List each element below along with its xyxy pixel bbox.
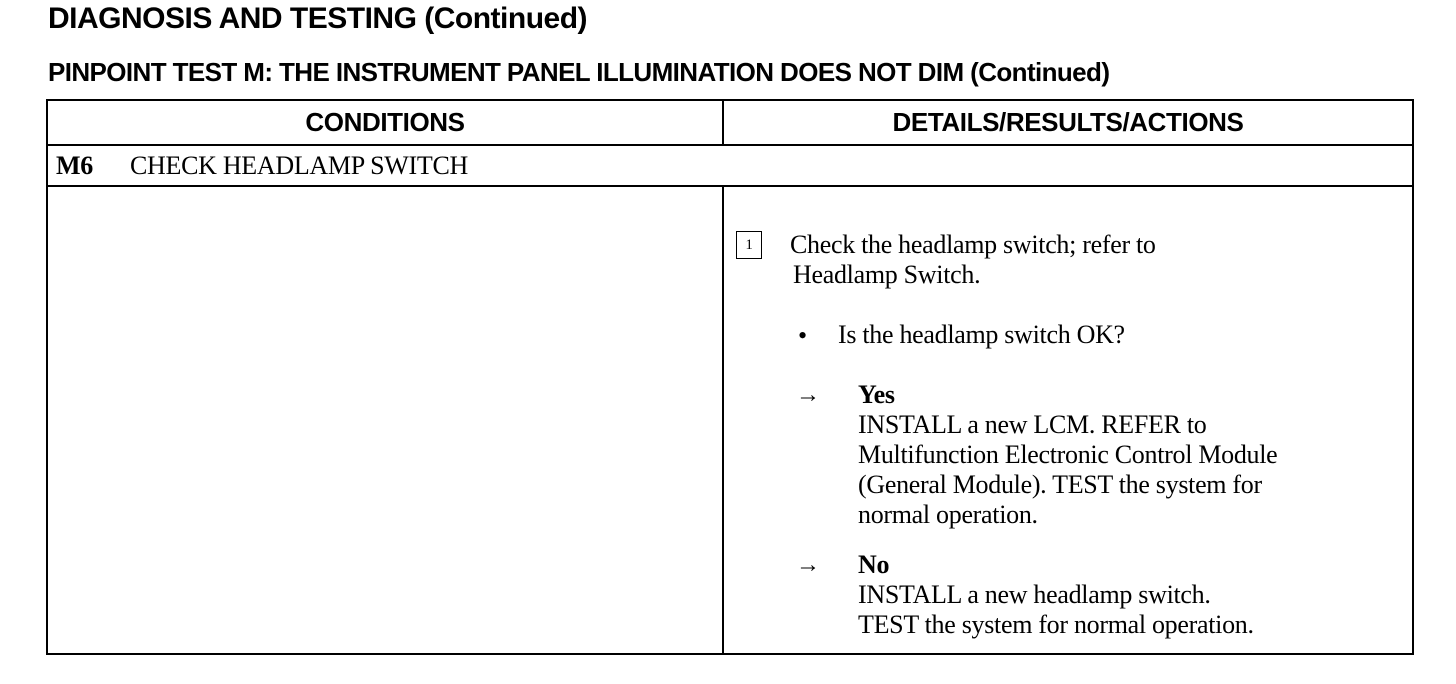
answer-yes-label: Yes [858, 380, 895, 409]
answer-no-label: No [858, 550, 890, 579]
details-cell [724, 187, 1412, 653]
answer-yes-line: INSTALL a new LCM. REFER to [858, 410, 1207, 439]
answer-no-line: TEST the system for normal operation. [858, 610, 1254, 639]
arrow-right-icon: → [796, 382, 820, 408]
pinpoint-test-heading: PINPOINT TEST M: THE INSTRUMENT PANEL ILLUMINATION DOES NOT DIM (Continued) [48, 57, 1110, 87]
arrow-right-icon: → [796, 552, 820, 578]
bullet-icon: • [798, 321, 807, 350]
answer-yes [858, 380, 1398, 530]
conditions-header: CONDITIONS [305, 107, 465, 137]
header-divider [48, 144, 1412, 146]
answer-yes-line: normal operation. [858, 500, 1038, 529]
answer-no-line: INSTALL a new headlamp switch. [858, 580, 1211, 609]
page-heading: DIAGNOSIS AND TESTING (Continued) [48, 2, 588, 35]
step-row [56, 148, 468, 184]
question-text: Is the headlamp switch OK? [838, 320, 1125, 349]
details-header: DETAILS/RESULTS/ACTIONS [892, 107, 1244, 137]
instruction-line: Check the headlamp switch; refer to [790, 230, 1156, 259]
pinpoint-test-table [46, 99, 1414, 655]
answer-yes-line: Multifunction Electronic Control Module [858, 440, 1278, 469]
step-number-box: 1 [736, 231, 762, 259]
step-id: M6 [56, 151, 93, 180]
step-title: CHECK HEADLAMP SWITCH [130, 151, 468, 180]
instruction-text [790, 230, 1350, 290]
instruction-line: Headlamp Switch. [793, 260, 981, 289]
conditions-cell [48, 187, 722, 653]
answer-yes-line: (General Module). TEST the system for [858, 470, 1262, 499]
answer-no [858, 550, 1398, 640]
